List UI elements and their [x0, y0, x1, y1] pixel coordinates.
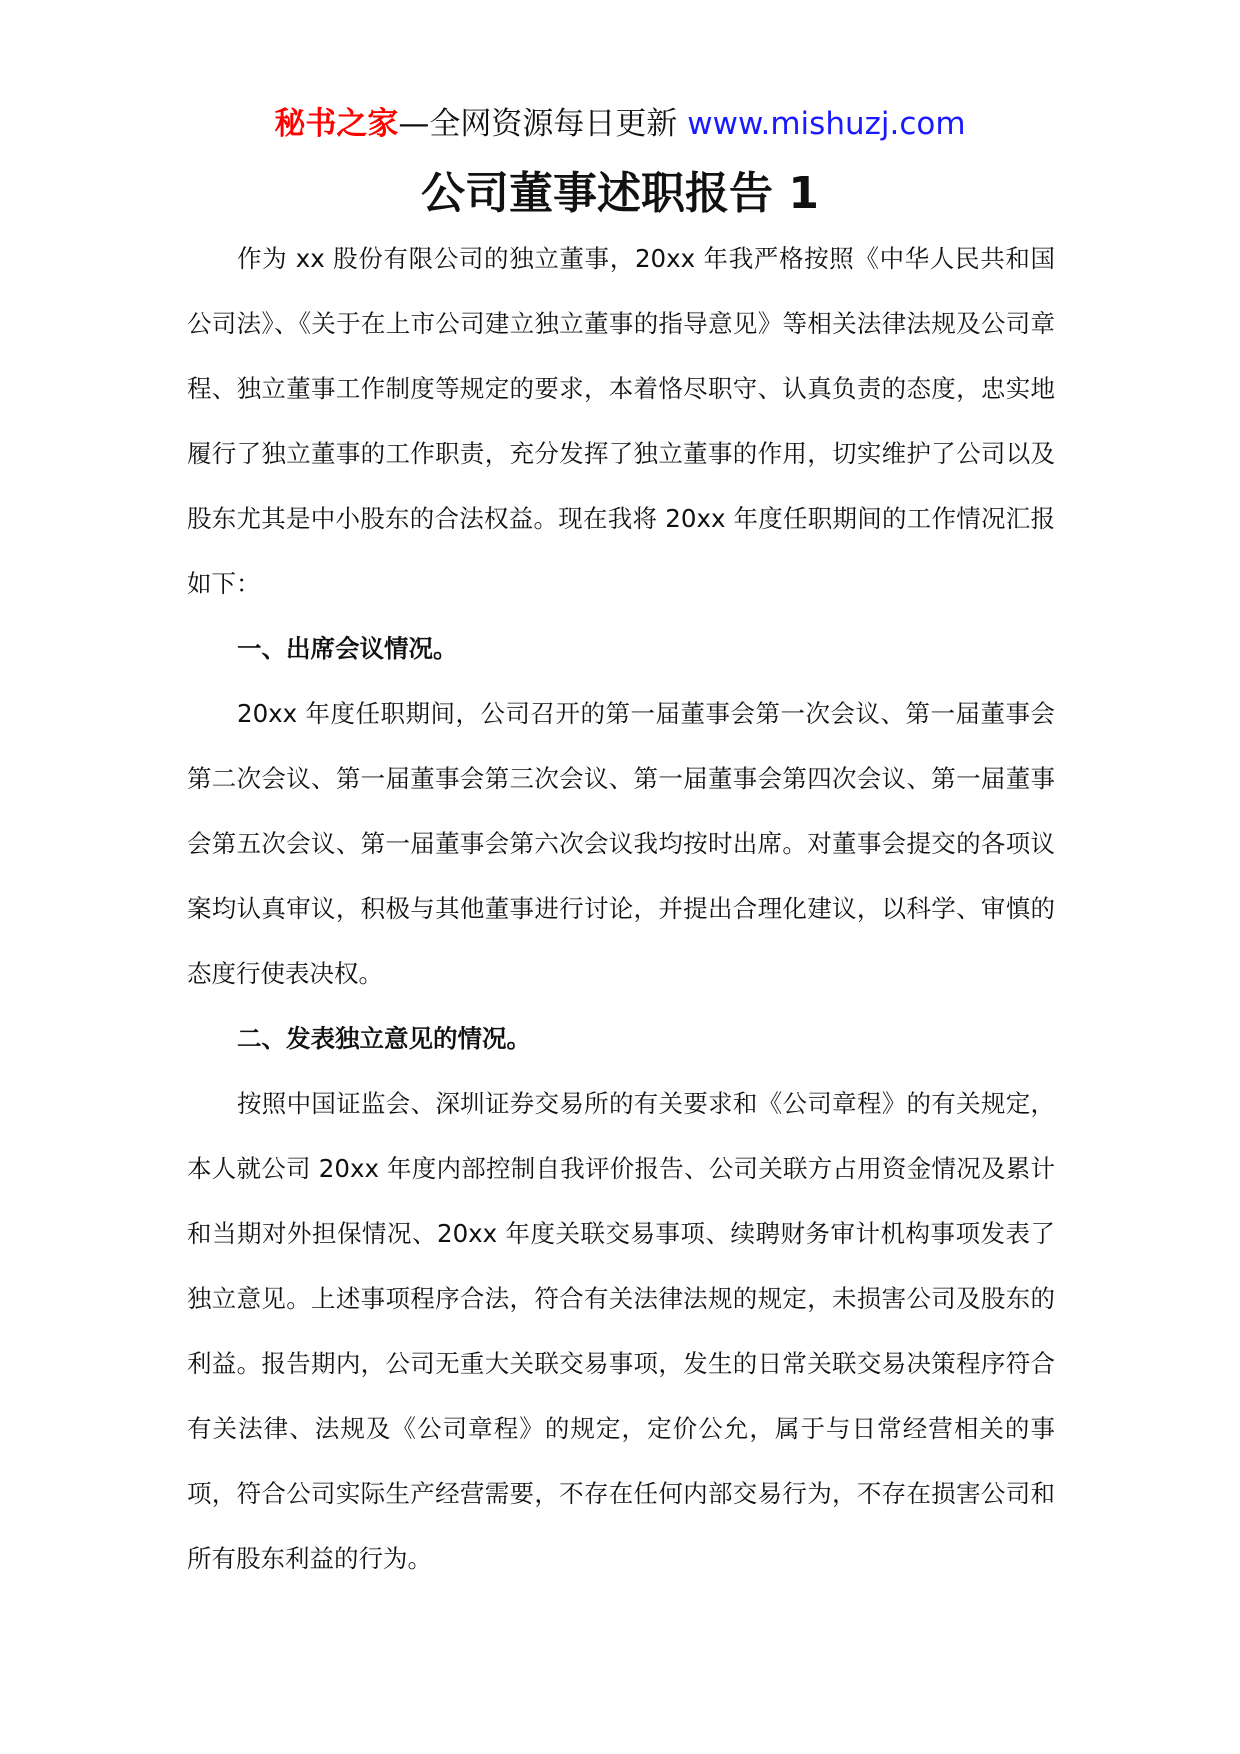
site-header — [0, 100, 1240, 148]
document-body — [187, 226, 1055, 1591]
brand-name: 秘书之家 — [274, 106, 399, 142]
header-tagline: —全网资源每日更新 — [398, 106, 688, 142]
paragraph-intro: 作为 xx 股份有限公司的独立董事，20xx 年我严格按照《中华人民共和国公司法》、《关于在上市公司建立独立董事的指导意见》等相关法律法规及公司章程、独立董事工作制度等规定的要求，本着恪尽职守、认真负责的态度，忠实地履行了独立董事的工作职责，充分发挥了独立董事的作用，切实维护了公司以及股东尤其是中小股东的合法权益。现在我将 20xx 年度任职期间的工作情况汇报如下： — [187, 244, 1055, 598]
section-heading-opinions: 二、发表独立意见的情况。 — [237, 1024, 531, 1053]
paragraph-meetings: 20xx 年度任职期间，公司召开的第一届董事会第一次会议、第一届董事会第二次会议、第一届董事会第三次会议、第一届董事会第四次会议、第一届董事会第五次会议、第一届董事会第六次会议我均按时出席。对董事会提交的各项议案均认真审议，积极与其他董事进行讨论，并提出合理化建议，以科学、审慎的态度行使表决权。 — [187, 699, 1055, 988]
paragraph-opinions: 按照中国证监会、深圳证券交易所的有关要求和《公司章程》的有关规定，本人就公司 20xx 年度内部控制自我评价报告、公司关联方占用资金情况及累计和当期对外担保情况、20xx 年度关联交易事项、续聘财务审计机构事项发表了独立意见。上述事项程序合法，符合有关法律法规的规定，未损害公司及股东的利益。报告期内，公司无重大关联交易事项，发生的日常关联交易决策程序符合有关法律、法规及《公司章程》的规定，定价公允，属于与日常经营相关的事项，符合公司实际生产经营需要，不存在任何内部交易行为，不存在损害公司和所有股东利益的行为。 — [187, 1089, 1055, 1573]
document-title: 公司董事述职报告 1 — [421, 168, 819, 219]
section-heading-meetings: 一、出席会议情况。 — [237, 634, 458, 663]
site-url-link[interactable]: www.mishuzj.com — [687, 106, 966, 142]
